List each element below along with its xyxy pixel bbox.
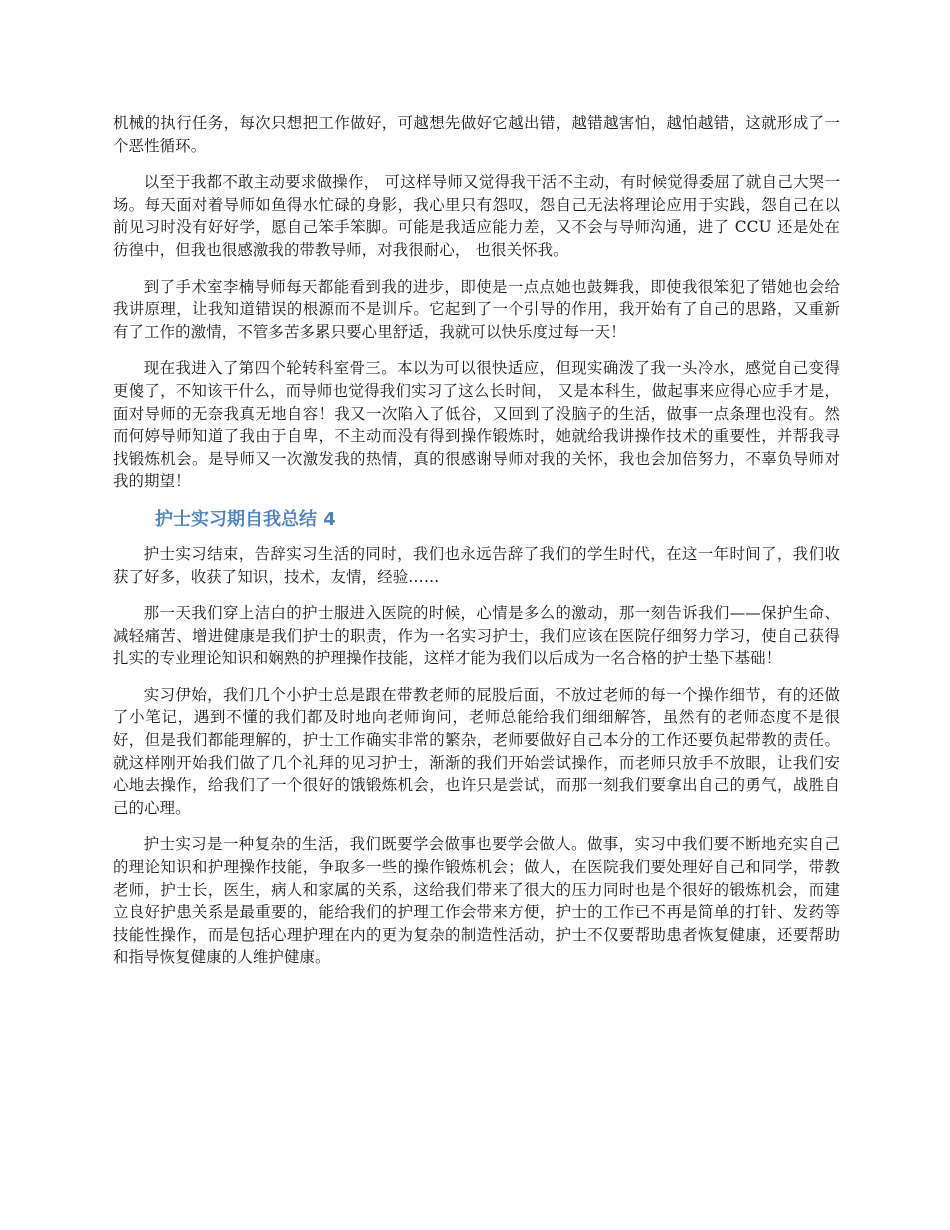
paragraph: 到了手术室李楠导师每天都能看到我的进步，即使是一点点她也鼓舞我，即使我很笨犯了错她也会给我讲原理，让我知道错误的根源而不是训斥。它起到了一个引导的作用，我开始有了自己的思路，又重新有了工作的激情，不管多苦多累只要心里舒适，我就可以快乐度过每一天！ <box>113 277 840 341</box>
paragraph: 护士实习结束，告辞实习生活的同时，我们也永远告辞了我们的学生时代，在这一年时间了，我们收获了好多，收获了知识，技术，友情，经验…… <box>113 544 840 586</box>
section-heading: 护士实习期自我总结 4 <box>155 508 336 530</box>
document-page <box>113 112 840 983</box>
paragraph: 现在我进入了第四个轮转科室骨三。本以为可以很快适应，但现实确泼了我一头冷水，感觉自己变得更傻了，不知该干什么，而导师也觉得我们实习了这么长时间， 又是本科生，做起事来应得心应手才是，面对导师的无奈我真无地自容！我又一次陷入了低谷，又回到了没脑子的生活，做事一点条理也没有。然而何婷导师知道了我由于自卑，不主动而没有得到操作锻炼时，她就给我讲操作技术的重要性，并帮我寻找锻炼机会。是导师又一次激发我的热情，真的很感谢导师对我的关怀，我也会加倍努力，不辜负导师对我的期望！ <box>113 359 840 491</box>
paragraph: 实习伊始，我们几个小护士总是跟在带教老师的屁股后面，不放过老师的每一个操作细节，有的还做了小笔记，遇到不懂的我们都及时地向老师询问，老师总能给我们细细解答，虽然有的老师态度不是很好，但是我们都能理解的，护士工作确实非常的繁杂，老师要做好自己本分的工作还要负起带教的责任。就这样刚开始我们做了几个礼拜的见习护士，渐渐的我们开始尝试操作，而老师只放手不放眼，让我们安心地去操作，给我们了一个很好的饿锻炼机会，也许只是尝试，而那一刻我们要拿出自己的勇气，战胜自己的心理。 <box>113 685 840 817</box>
paragraph-continuation: 机械的执行任务，每次只想把工作做好，可越想先做好它越出错，越错越害怕，越怕越错，这就形成了一个恶性循环。 <box>113 114 840 155</box>
paragraph: 以至于我都不敢主动要求做操作， 可这样导师又觉得我干活不主动，有时候觉得委屈了就自己大哭一场。每天面对着导师如鱼得水忙碌的身影，我心里只有怨叹，怨自己无法将理论应用于实践，怨自己在以前见习时没有好好学，愿自己笨手笨脚。可能是我适应能力差，又不会与导师沟通，进了 CCU 还是处在彷徨中，但我也很感激我的带教导师，对我很耐心， 也很关怀我。 <box>113 173 840 259</box>
paragraph: 护士实习是一种复杂的生活，我们既要学会做事也要学会做人。做事，实习中我们要不断地充实自己的理论知识和护理操作技能，争取多一些的操作锻炼机会；做人，在医院我们要处理好自己和同学，带教老师，护士长，医生，病人和家属的关系，这给我们带来了很大的压力同时也是个很好的锻炼机会，而建立良好护患关系是最重要的，能给我们的护理工作会带来方便，护士的工作已不再是简单的打针、发药等技能性操作，而是包括心理护理在内的更为复杂的制造性活动，护士不仅要帮助患者恢复健康，还要帮助和指导恢复健康的人维护健康。 <box>113 835 840 967</box>
paragraph: 那一天我们穿上洁白的护士服进入医院的时候，心情是多么的激动，那一刻告诉我们——保护生命、减轻痛苦、增进健康是我们护士的职责，作为一名实习护士，我们应该在医院仔细努力学习，使自己获得扎实的专业理论知识和娴熟的护理操作技能，这样才能为我们以后成为一名合格的护士垫下基础！ <box>113 604 840 668</box>
